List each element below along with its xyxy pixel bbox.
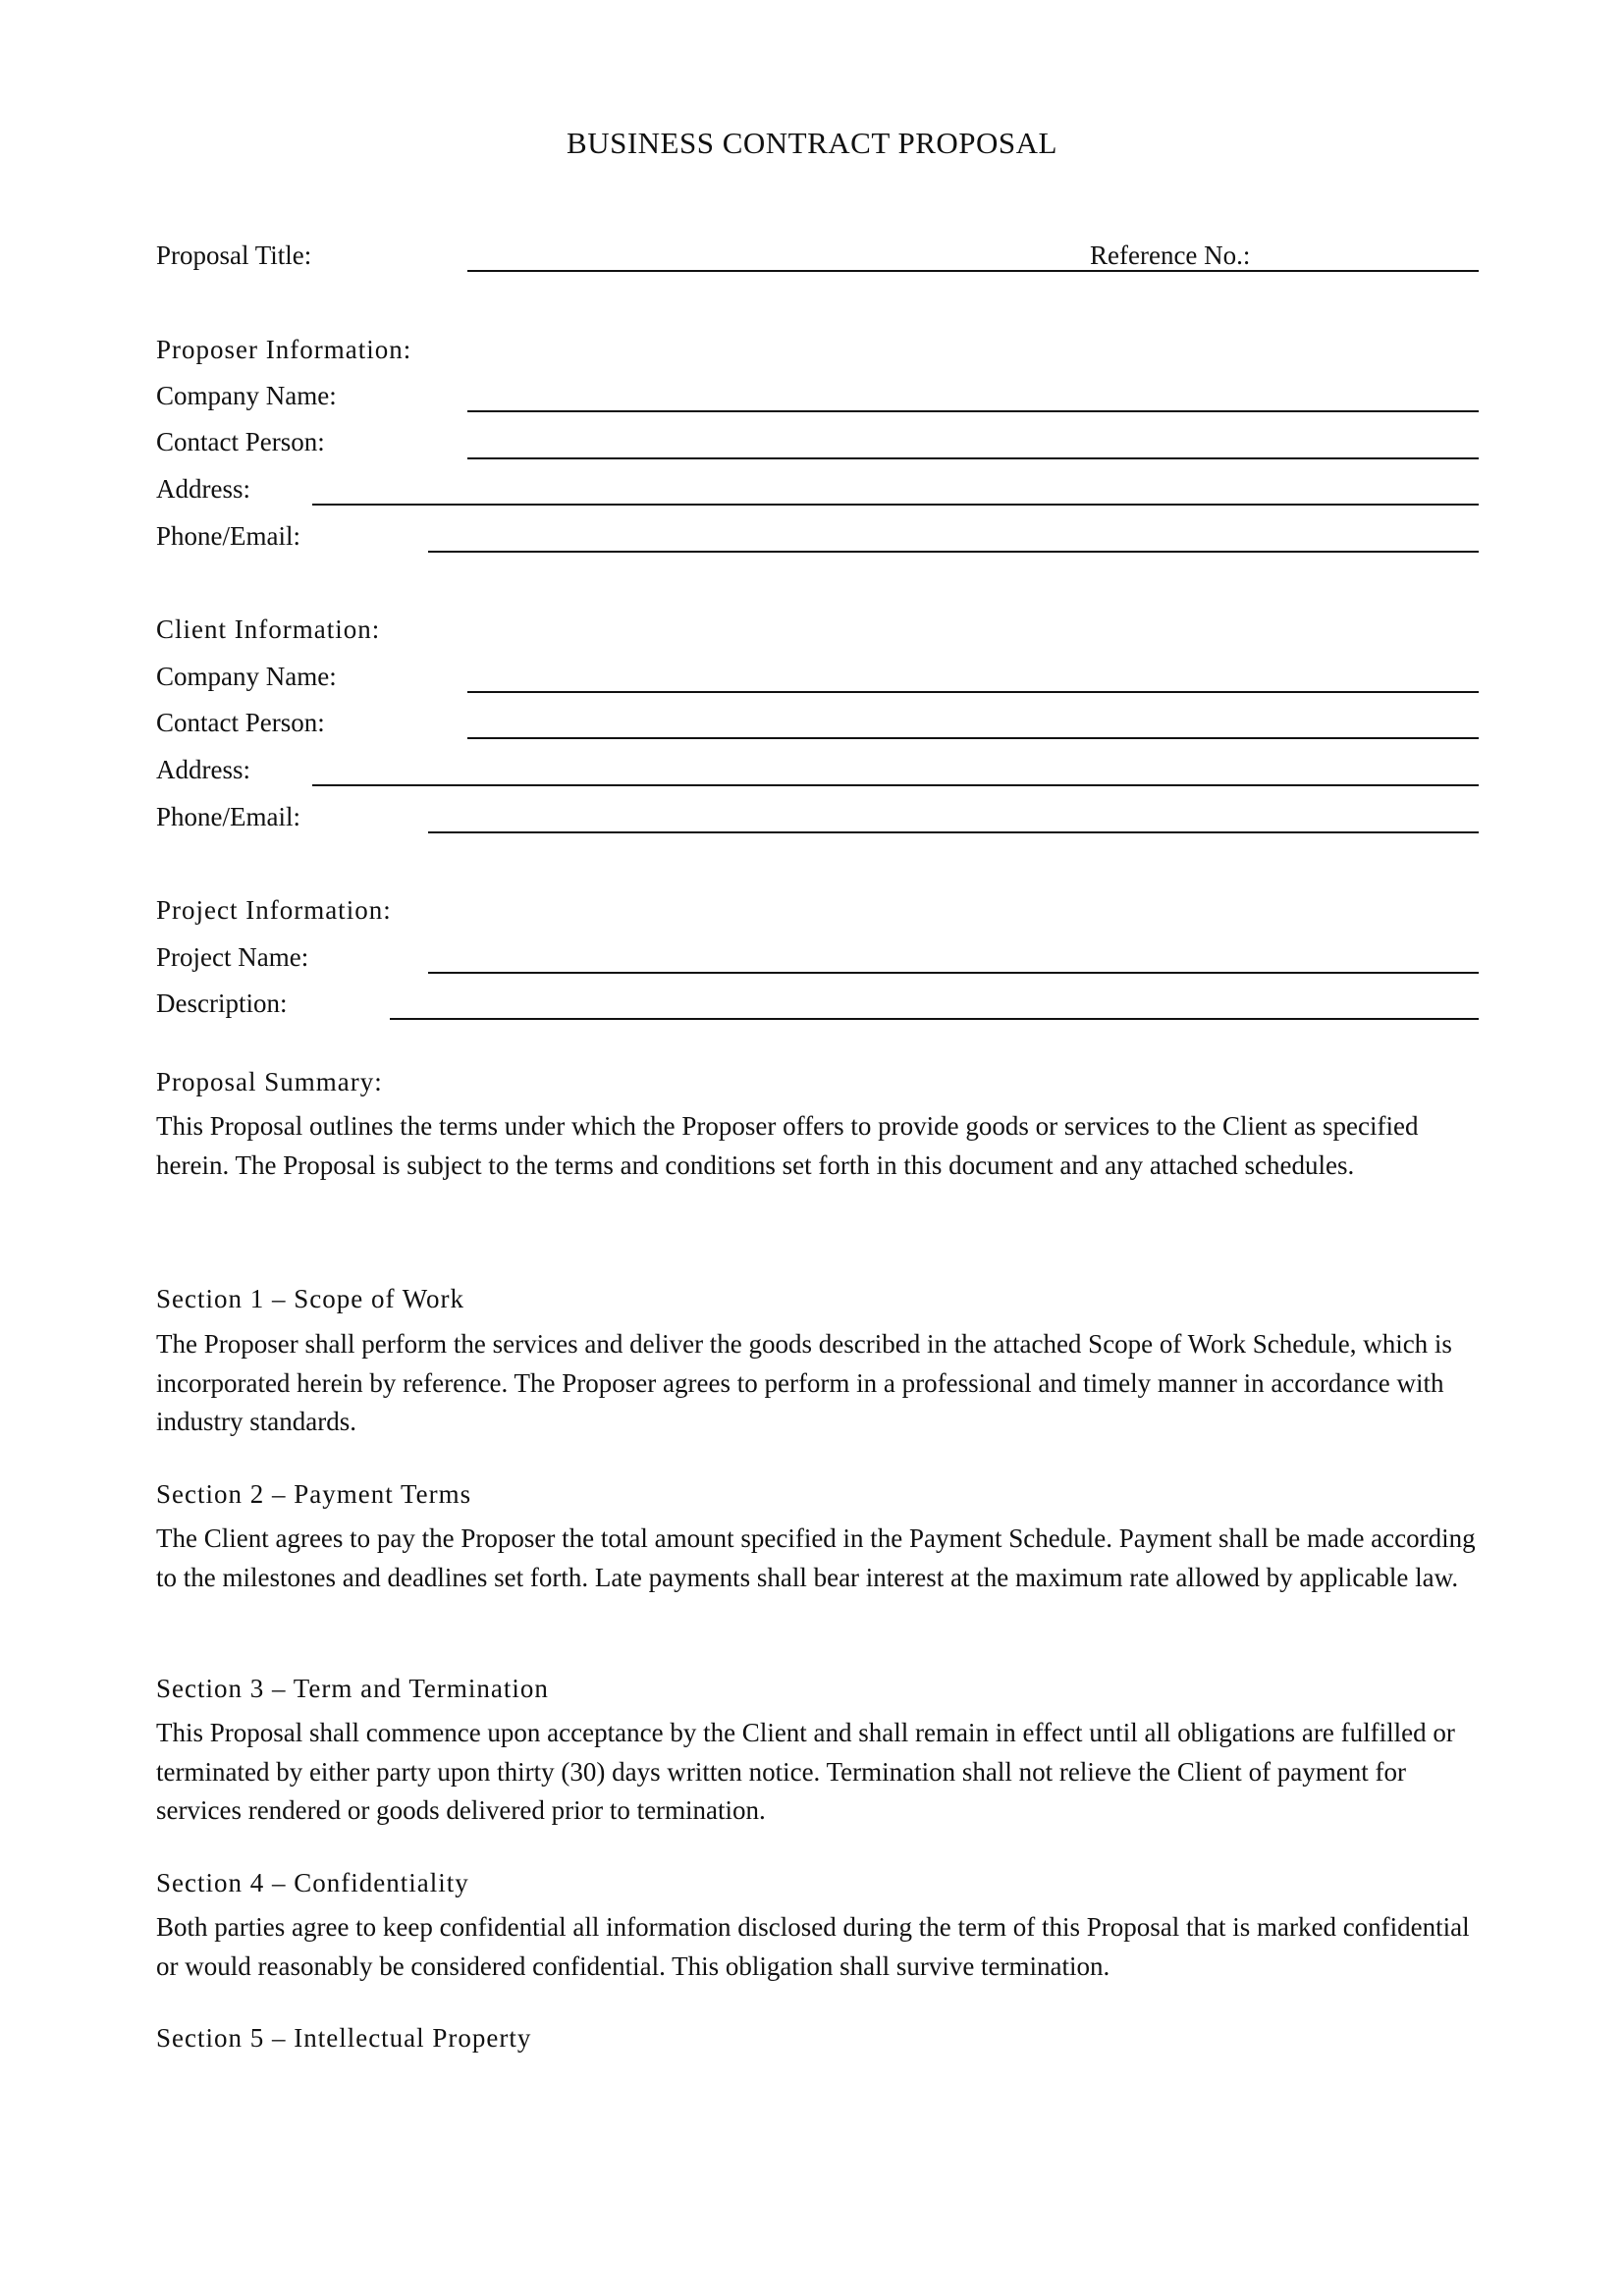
client-company-name-line[interactable] xyxy=(467,691,1479,693)
description-line[interactable] xyxy=(390,1018,1479,1020)
proposer-phone-email-label: Phone/Email: xyxy=(156,521,300,551)
client-address-label: Address: xyxy=(156,755,250,784)
description-label: Description: xyxy=(156,988,288,1018)
client-phone-email-line[interactable] xyxy=(428,831,1479,833)
project-heading: Project Information: xyxy=(156,895,392,925)
proposal-title-line[interactable] xyxy=(467,270,1479,272)
client-heading: Client Information: xyxy=(156,614,381,644)
document-title: BUSINESS CONTRACT PROPOSAL xyxy=(567,126,1057,160)
project-name-label: Project Name: xyxy=(156,942,309,972)
proposal-title-label: Proposal Title: xyxy=(156,240,312,270)
client-phone-email-label: Phone/Email: xyxy=(156,802,300,831)
project-name-line[interactable] xyxy=(428,972,1479,974)
proposer-contact-person-line[interactable] xyxy=(467,457,1479,459)
client-company-name-label: Company Name: xyxy=(156,662,337,691)
proposer-address-label: Address: xyxy=(156,474,250,504)
client-contact-person-label: Contact Person: xyxy=(156,708,325,737)
section-3-text: This Proposal shall commence upon acceptance by the Client and shall remain in effect until all obligations are fulfilled or terminated by either party upon thirty (30) days written notice. Termination shall not relieve the Client of payment for services rendered or goods delivered prior to termination. xyxy=(156,1718,1455,1825)
reference-no-label: Reference No.: xyxy=(1090,240,1251,270)
summary-heading: Proposal Summary: xyxy=(156,1067,383,1096)
proposer-contact-person-label: Contact Person: xyxy=(156,427,325,456)
proposer-company-name-line[interactable] xyxy=(467,410,1479,412)
summary-text: This Proposal outlines the terms under which the Proposer offers to provide goods or services to the Client as specified herein. The Proposal is subject to the terms and conditions set forth in this document and any attached schedules. xyxy=(156,1111,1419,1180)
proposer-address-line[interactable] xyxy=(312,504,1479,506)
client-address-line[interactable] xyxy=(312,784,1479,786)
client-contact-person-line[interactable] xyxy=(467,737,1479,739)
section-2-heading: Section 2 – Payment Terms xyxy=(156,1479,472,1509)
section-2-text: The Client agrees to pay the Proposer the total amount specified in the Payment Schedule. Payment shall be made according to the milestones and deadlines set forth. Late payments shall bear interest at the maximum rate allowed by applicable law. xyxy=(156,1523,1476,1592)
proposer-company-name-label: Company Name: xyxy=(156,381,337,410)
section-3-heading: Section 3 – Term and Termination xyxy=(156,1674,549,1703)
proposer-phone-email-line[interactable] xyxy=(428,551,1479,553)
section-4-heading: Section 4 – Confidentiality xyxy=(156,1868,469,1897)
section-1-heading: Section 1 – Scope of Work xyxy=(156,1284,465,1313)
proposer-heading: Proposer Information: xyxy=(156,335,412,364)
section-4-text: Both parties agree to keep confidential all information disclosed during the term of this Proposal that is marked confidential or would reasonably be considered confidential. This obligation shall survive termination. xyxy=(156,1912,1470,1981)
section-1-text: The Proposer shall perform the services and deliver the goods described in the attached Scope of Work Schedule, which is incorporated herein by reference. The Proposer agrees to perform in a professional and timely manner in accordance with industry standards. xyxy=(156,1329,1452,1436)
section-5-heading: Section 5 – Intellectual Property xyxy=(156,2023,532,2053)
